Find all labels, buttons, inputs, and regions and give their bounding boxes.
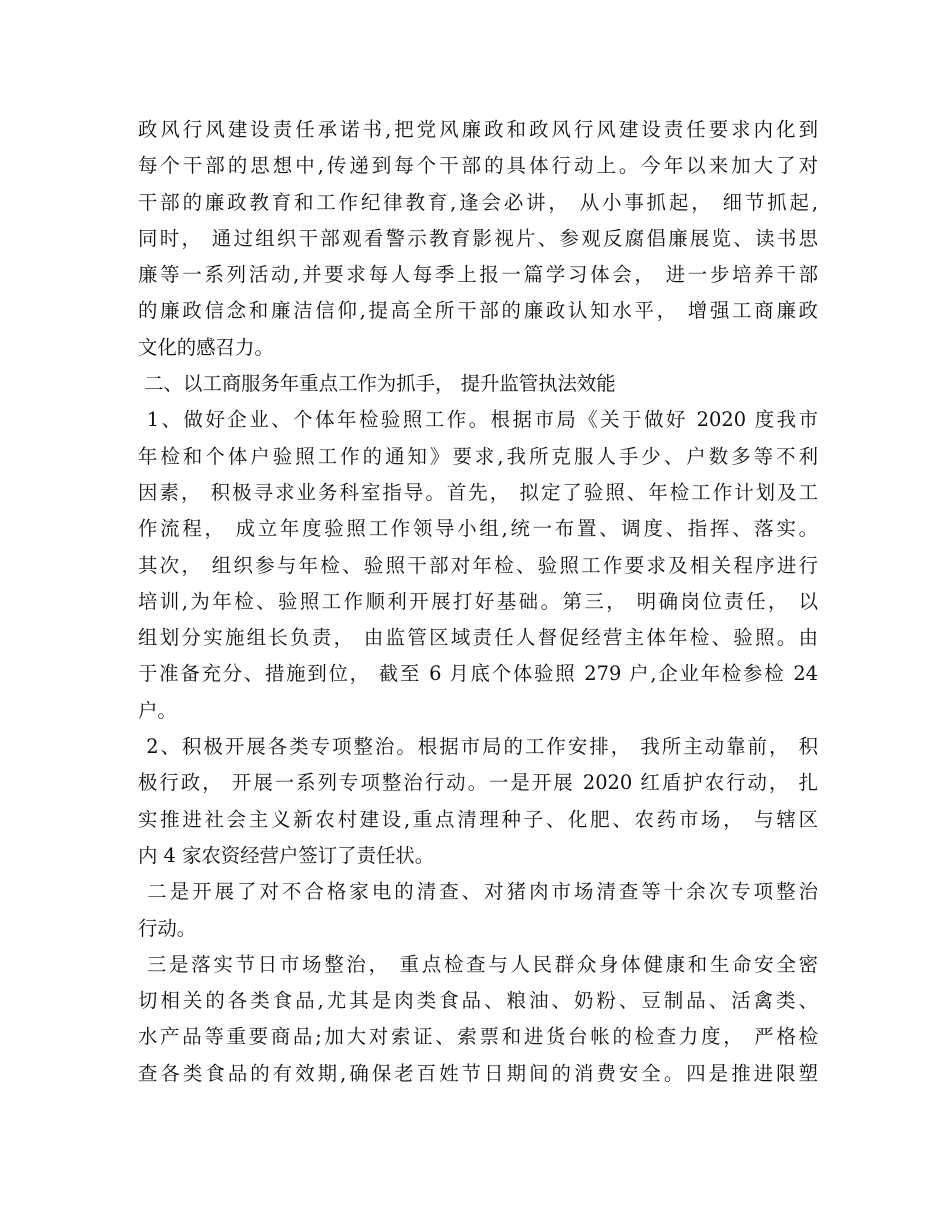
text-line: 2、积极开展各类专项整治。根据市局的工作安排， 我所主动靠前， 积 <box>138 735 818 759</box>
text-line: 水产品等重要商品;加大对索证、索票和进货台帐的检查力度， 严格检 <box>138 1025 818 1049</box>
text-line: 内 4 家农资经营户签订了责任状。 <box>138 843 435 867</box>
text-line: 的廉政信念和廉洁信仰,提高全所干部的廉政认知水平， 增强工商廉政 <box>138 299 818 323</box>
text-line: 同时， 通过组织干部观看警示教育影视片、参观反腐倡廉展览、读书思 <box>138 226 818 250</box>
text-line: 查各类食品的有效期,确保老百姓节日期间的消费安全。四是推进限塑 <box>138 1061 818 1085</box>
text-line: 1、做好企业、个体年检验照工作。根据市局《关于做好 2020 度我市 <box>138 408 818 432</box>
body-text <box>138 112 818 1092</box>
text-line: 于准备充分、措施到位， 截至 6 月底个体验照 279 户,企业年检参检 24 <box>138 662 818 686</box>
text-line: 培训,为年检、验照工作顺利开展打好基础。第三， 明确岗位责任， 以 <box>138 589 818 613</box>
text-line: 其次， 组织参与年检、验照干部对年检、验照工作要求及相关程序进行 <box>138 553 818 577</box>
text-line: 作流程， 成立年度验照工作领导小组,统一布置、调度、指挥、落实。 <box>138 517 818 541</box>
text-line: 三是落实节日市场整治， 重点检查与人民群众身体健康和生命安全密 <box>138 952 818 976</box>
text-line: 组划分实施组长负责， 由监管区域责任人督促经营主体年检、验照。由 <box>138 626 818 650</box>
text-line: 文化的感召力。 <box>138 335 274 359</box>
text-line: 二、以工商服务年重点工作为抓手， 提升监管执法效能 <box>138 372 616 396</box>
text-line: 极行政， 开展一系列专项整治行动。一是开展 2020 红盾护农行动， 扎 <box>138 771 818 795</box>
text-line: 政风行风建设责任承诺书,把党风廉政和政风行风建设责任要求内化到 <box>138 118 818 141</box>
text-line: 干部的廉政教育和工作纪律教育,逢会必讲， 从小事抓起， 细节抓起, <box>138 190 818 214</box>
text-line: 户。 <box>138 698 177 722</box>
text-line: 二是开展了对不合格家电的清查、对猪肉市场清查等十余次专项整治 <box>138 880 818 904</box>
text-line: 年检和个体户验照工作的通知》要求,我所克服人手少、户数多等不利 <box>138 444 818 468</box>
text-line: 廉等一系列活动,并要求每人每季上报一篇学习体会， 进一步培养干部 <box>138 263 818 287</box>
text-line: 每个干部的思想中,传递到每个干部的具体行动上。今年以来加大了对 <box>138 154 818 178</box>
text-line: 切相关的各类食品,尤其是肉类食品、粮油、奶粉、豆制品、活禽类、 <box>138 989 818 1013</box>
text-line: 行动。 <box>138 916 197 940</box>
text-line: 实推进社会主义新农村建设,重点清理种子、化肥、农药市场， 与辖区 <box>138 807 818 831</box>
text-line: 因素， 积极寻求业务科室指导。首先， 拟定了验照、年检工作计划及工 <box>138 480 818 504</box>
